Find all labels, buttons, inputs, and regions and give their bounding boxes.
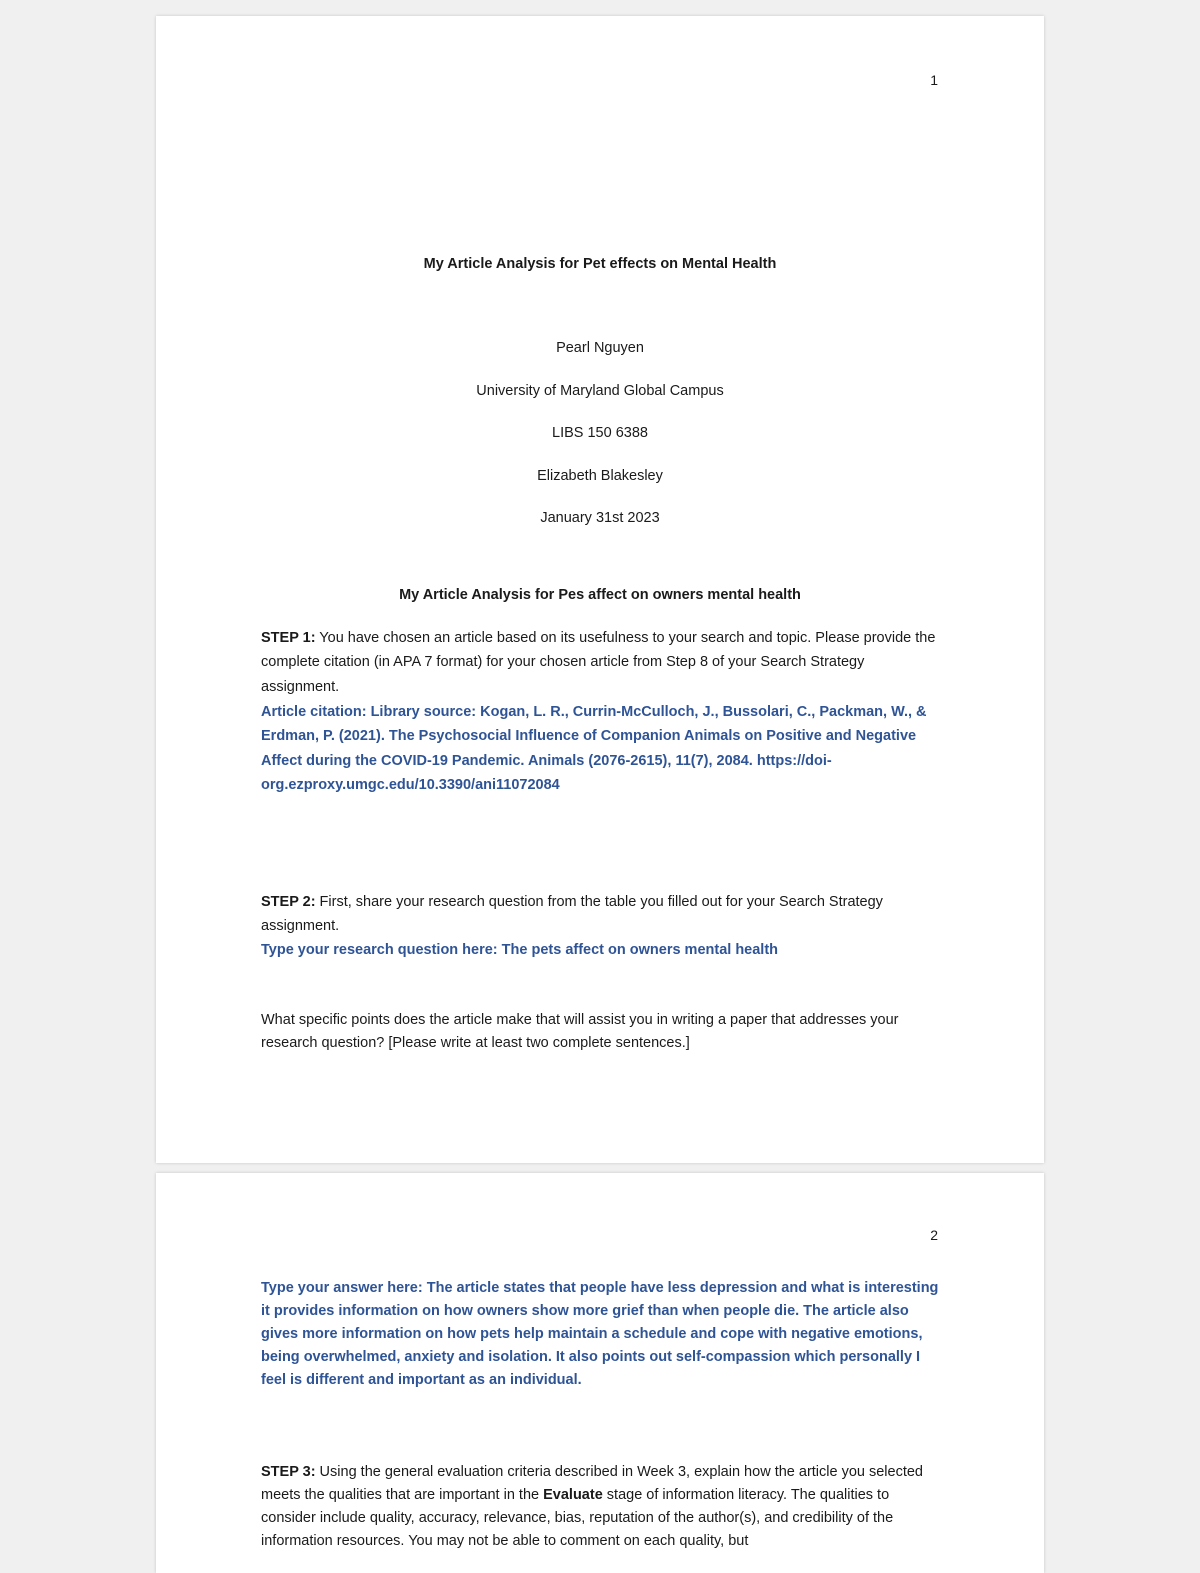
submission-date: January 31st 2023 xyxy=(540,510,660,526)
step3-prompt xyxy=(261,1461,941,1553)
step1-label: STEP 1: xyxy=(261,630,316,646)
step2-label: STEP 2: xyxy=(261,894,316,910)
article-points-answer: Type your answer here: The article states that people have less depression and what is interesting it provides information on how owners show more grief than when people die. The article also gives more information on how pets help maintain a schedule and cope with negative emotions, being overwhelmed, anxiety and isolation. It also points out self-compassion which personally I feel is different and important as an individual. xyxy=(261,1280,939,1388)
step3-label: STEP 3: xyxy=(261,1464,316,1480)
step3-text-after: stage of information literacy. The qualities to consider include quality, accuracy, relevance, bias, reputation of the author(s), and credibility of the information resources. You may not be able to comment on each quality, but xyxy=(261,1487,894,1549)
institution-name: University of Maryland Global Campus xyxy=(476,383,724,399)
step2-text: First, share your research question from the table you filled out for your Search Strategy assignment. xyxy=(261,894,883,935)
step1-text: You have chosen an article based on its usefulness to your search and topic. Please provide the complete citation (in APA 7 format) for your chosen article from Step 8 of your Search Strategy assignment. xyxy=(261,630,936,695)
document-page-1 xyxy=(156,16,1044,1163)
section-title: My Article Analysis for Pes affect on owners mental health xyxy=(399,587,801,603)
step3-text-before: Using the general evaluation criteria described in Week 3, explain how the article you selected meets the qualities that are important in the xyxy=(261,1464,923,1503)
author-name: Pearl Nguyen xyxy=(556,340,644,356)
document-page-2 xyxy=(156,1173,1044,1573)
research-question-answer: Type your research question here: The pets affect on owners mental health xyxy=(261,942,779,958)
step3-emphasis: Evaluate xyxy=(543,1487,603,1503)
step2-question: What specific points does the article make that will assist you in writing a paper that addresses your research question? [Please write at least two complete sentences.] xyxy=(261,1012,899,1051)
page-number: 2 xyxy=(930,1227,938,1243)
article-citation: Article citation: Library source: Kogan, L. R., Currin-McCulloch, J., Bussolari, C., Packman, W., & Erdman, P. (2021). The Psychosocial Influence of Companion Animals on Positive and Negative Affect during the COVID-19 Pandemic. Animals (2076-2615), 11(7), 2084. https://doi-org.ezproxy.umgc.edu/10.3390/ani11072084 xyxy=(261,704,927,793)
step2-prompt xyxy=(261,890,941,939)
course-code: LIBS 150 6388 xyxy=(552,425,648,441)
step1-prompt xyxy=(261,626,941,699)
instructor-name: Elizabeth Blakesley xyxy=(537,468,663,484)
document-title: My Article Analysis for Pet effects on Mental Health xyxy=(423,256,777,272)
page-number: 1 xyxy=(930,72,938,88)
